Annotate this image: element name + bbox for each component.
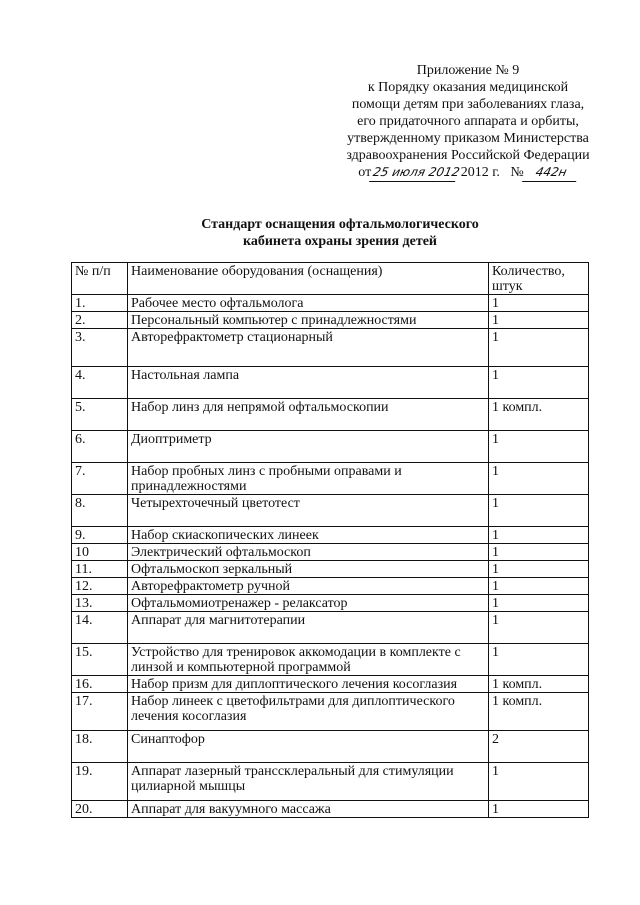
row-qty: 1 компл. <box>489 693 589 731</box>
row-qty: 1 <box>489 431 589 463</box>
table-row <box>72 527 589 544</box>
table-row <box>72 312 589 329</box>
row-num: 5. <box>72 399 128 431</box>
header-num: № п/п <box>72 263 128 295</box>
row-qty: 1 компл. <box>489 676 589 693</box>
row-num: 8. <box>72 495 128 527</box>
row-name: Набор пробных линз с пробными оправами и принадлежностями <box>128 463 489 495</box>
row-name: Рабочее место офтальмолога <box>128 295 489 312</box>
row-name: Аппарат лазерный транссклеральный для стимуляции цилиарной мышцы <box>128 763 489 801</box>
table-row <box>72 693 589 731</box>
row-qty: 1 <box>489 495 589 527</box>
row-name: Набор призм для диплоптического лечения косоглазия <box>128 676 489 693</box>
table-row <box>72 595 589 612</box>
row-qty: 1 <box>489 312 589 329</box>
row-num: 11. <box>72 561 128 578</box>
date-prefix: от <box>358 165 372 180</box>
row-num: 18. <box>72 731 128 763</box>
row-qty: 1 <box>489 763 589 801</box>
row-qty: 1 <box>489 644 589 676</box>
row-num: 19. <box>72 763 128 801</box>
row-name: Синаптофор <box>128 731 489 763</box>
handwritten-date: 25 июля 2012 <box>369 164 459 182</box>
row-qty: 1 <box>489 561 589 578</box>
appendix-line-5: утвержденному приказом Министерства <box>347 131 589 146</box>
table-row <box>72 676 589 693</box>
row-num: 12. <box>72 578 128 595</box>
row-name: Настольная лампа <box>128 367 489 399</box>
row-name: Четырехточечный цветотест <box>128 495 489 527</box>
handwritten-order-number: 442н <box>522 164 580 182</box>
row-name: Офтальмомиотренажер - релаксатор <box>128 595 489 612</box>
row-qty: 1 <box>489 612 589 644</box>
row-qty: 1 <box>489 595 589 612</box>
row-num: 9. <box>72 527 128 544</box>
header-name: Наименование оборудования (оснащения) <box>128 263 489 295</box>
row-num: 15. <box>72 644 128 676</box>
row-qty: 1 <box>489 367 589 399</box>
table-row <box>72 495 589 527</box>
header-qty: Количество, штук <box>489 263 589 295</box>
row-num: 16. <box>72 676 128 693</box>
table-row <box>72 399 589 431</box>
row-name: Аппарат для вакуумного массажа <box>128 801 489 818</box>
table-row <box>72 578 589 595</box>
row-qty: 1 <box>489 578 589 595</box>
table-row <box>72 612 589 644</box>
document-title <box>100 216 580 250</box>
row-num: 3. <box>72 329 128 367</box>
row-name: Диоптриметр <box>128 431 489 463</box>
row-name: Персональный компьютер с принадлежностями <box>128 312 489 329</box>
date-year: 2012 г. <box>460 165 500 180</box>
row-qty: 1 <box>489 544 589 561</box>
appendix-header <box>318 62 618 182</box>
row-num: 10 <box>72 544 128 561</box>
appendix-line-3: помощи детям при заболеваниях глаза, <box>351 97 585 112</box>
appendix-line-6: здравоохранения Российской Федерации <box>346 148 590 163</box>
row-name: Устройство для тренировок аккомодации в комплекте с линзой и компьютерной программой <box>128 644 489 676</box>
order-date-line <box>318 164 618 182</box>
row-num: 4. <box>72 367 128 399</box>
row-name: Авторефрактометр стационарный <box>128 329 489 367</box>
row-num: 14. <box>72 612 128 644</box>
row-qty: 1 <box>489 463 589 495</box>
row-name: Набор линеек с цветофильтрами для диплоптического лечения косоглазия <box>128 693 489 731</box>
title-line-2: кабинета охраны зрения детей <box>243 234 437 249</box>
row-num: 13. <box>72 595 128 612</box>
table-row <box>72 644 589 676</box>
number-prefix: № <box>510 165 524 180</box>
table-row <box>72 367 589 399</box>
row-name: Набор скиаскопических линеек <box>128 527 489 544</box>
table-row <box>72 801 589 818</box>
row-num: 7. <box>72 463 128 495</box>
row-name: Электрический офтальмоскоп <box>128 544 489 561</box>
table-row <box>72 544 589 561</box>
row-num: 2. <box>72 312 128 329</box>
table-row <box>72 763 589 801</box>
appendix-line-4: его придаточного аппарата и орбиты, <box>357 114 579 129</box>
appendix-number: Приложение № 9 <box>416 63 520 78</box>
table-row <box>72 731 589 763</box>
table-row <box>72 463 589 495</box>
row-qty: 1 <box>489 527 589 544</box>
row-qty: 1 <box>489 295 589 312</box>
table-row <box>72 431 589 463</box>
row-num: 6. <box>72 431 128 463</box>
row-num: 17. <box>72 693 128 731</box>
equipment-table <box>71 262 589 818</box>
row-qty: 1 <box>489 801 589 818</box>
row-name: Авторефрактометр ручной <box>128 578 489 595</box>
row-qty: 2 <box>489 731 589 763</box>
row-qty: 1 <box>489 329 589 367</box>
row-num: 1. <box>72 295 128 312</box>
row-name: Аппарат для магнитотерапии <box>128 612 489 644</box>
row-name: Набор линз для непрямой офтальмоскопии <box>128 399 489 431</box>
table-row <box>72 329 589 367</box>
title-line-1: Стандарт оснащения офтальмологического <box>201 217 479 232</box>
row-name: Офтальмоскоп зеркальный <box>128 561 489 578</box>
row-qty: 1 компл. <box>489 399 589 431</box>
row-num: 20. <box>72 801 128 818</box>
table-header-row <box>72 263 589 295</box>
table-row <box>72 295 589 312</box>
table-row <box>72 561 589 578</box>
appendix-line-2: к Порядку оказания медицинской <box>367 80 569 95</box>
